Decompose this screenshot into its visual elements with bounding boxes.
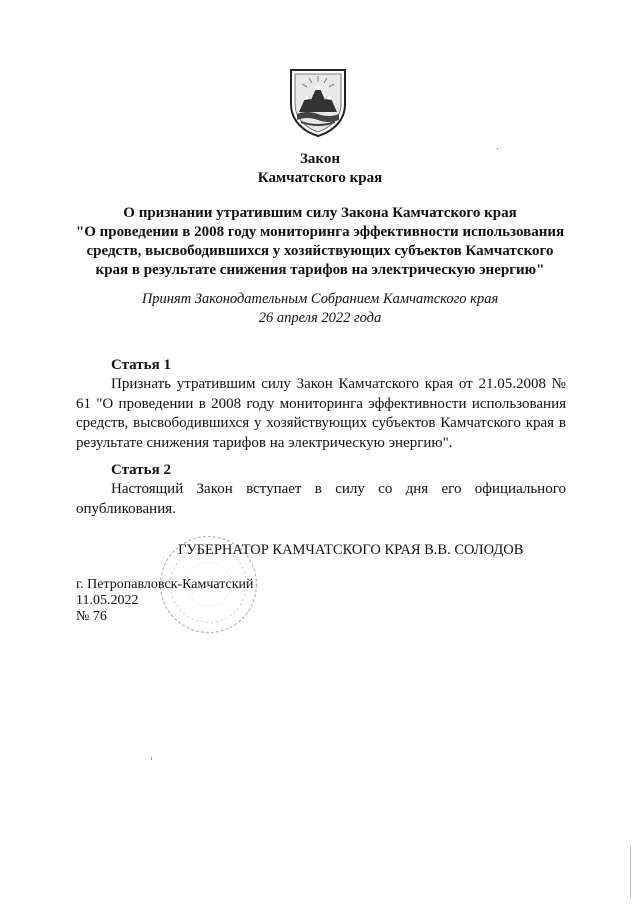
law-subtitle-line1: О признании утратившим силу Закона Камчатского края (123, 205, 517, 221)
article1-body (76, 375, 566, 453)
article1-heading: Статья 1 (111, 357, 171, 373)
governor-signature: ГУБЕРНАТОР КАМЧАТСКОГО КРАЯ В.В. СОЛОДОВ (178, 542, 524, 558)
adoption-date: 26 апреля 2022 года (258, 310, 382, 326)
law-number: № 76 (76, 609, 107, 624)
article2-heading: Статья 2 (111, 462, 171, 478)
city: г. Петропавловск-Камчатский (76, 577, 254, 592)
article2-body (76, 480, 566, 519)
article2-text: Настоящий Закон вступает в силу со дня его официального опубликования. (76, 481, 566, 517)
law-subtitle-line2: "О проведении в 2008 году мониторинга эффективности использования (75, 224, 565, 240)
coat-of-arms-icon (287, 66, 349, 138)
scan-speck (151, 757, 152, 760)
scan-speck (630, 846, 631, 898)
law-title-line2: Камчатского края (257, 170, 383, 186)
law-subtitle-line3: средств, высвободившихся у хозяйствующих субъектов Камчатского (86, 243, 554, 259)
law-subtitle-line4: края в результате снижения тарифов на электрическую энергию" (95, 262, 545, 278)
law-title (0, 150, 640, 188)
law-date: 11.05.2022 (76, 593, 139, 608)
adoption-note (0, 290, 640, 328)
place-date-number (76, 577, 254, 625)
scan-speck (497, 148, 498, 150)
adoption-note-line1: Принят Законодательным Собранием Камчатского края (141, 291, 499, 307)
law-title-line1: Закон (299, 151, 340, 167)
law-subtitle (60, 204, 580, 280)
article1-text: Признать утратившим силу Закон Камчатского края от 21.05.2008 № 61 "О проведении в 2008 году мониторинга эффективности использования средств, высвободившихся у хозяйствующих субъектов Камчатского края в результате снижения тарифов на электрическую энергию". (76, 376, 566, 451)
